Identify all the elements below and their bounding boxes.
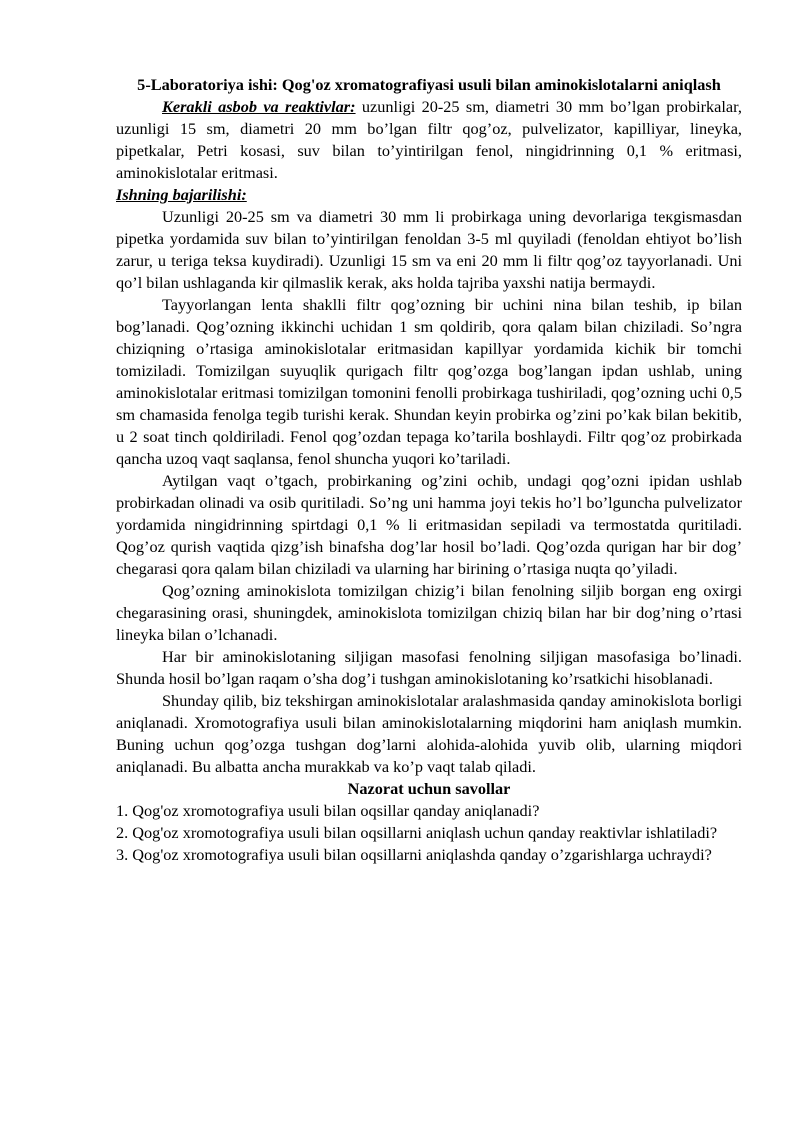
requirements-text: uzunligi 20-25 sm, diametri 30 mm bo’lgan probirkalar, uzunligi 15 sm, diametri 20 mm bo’lgan filtr qog’oz, pulvelizator, kapilliyar, lineyka, pipetkalar, Petri kosasi, suv bilan to’yintirilgan fenol, ningidrinning 0,1 % eritmasi, aminokislotalar eritmasi.	[116, 97, 742, 182]
procedure-paragraph: Aytilgan vaqt o’tgach, probirkaning og’zini ochib, undagi qog’ozni ipidan ushlab probirkadan olinadi va osib quritiladi. So’ng uni hamma joyi tekis ho’l bo’lguncha pulvelizator yordamida ningidrinning spirtdagi 0,1 % li eritmasidan sepiladi va termostatda quritiladi. Qog’oz qurish vaqtida qizg’ish binafsha dog’lar hosil bo’ladi. Qog’ozda qurigan har bir dog’ chegarasi qora qalam bilan chiziladi va ularning har birining o’rtasiga nuqta qo’yiladi.	[116, 471, 742, 578]
procedure-heading-text: Ishning bajarilishi:	[116, 185, 247, 204]
question-item: 2. Qog'oz xromotografiya usuli bilan oqsillarni aniqlash uchun qanday reaktivlar ishlatiladi?	[116, 823, 718, 842]
requirements-label: Kerakli asbob va reaktivlar:	[162, 97, 356, 116]
procedure-paragraph: Har bir aminokislotaning siljigan masofasi fenolning siljigan masofasiga bo’linadi. Shunda hosil bo’lgan raqam o’sha dog’i tushgan aminokislotaning ko’rsatkichi hisoblanadi.	[116, 647, 742, 688]
procedure-paragraph: Uzunligi 20-25 sm va diametri 30 mm li probirkaga uning devorlariga teкgismasdan pipetka yordamida suv bilan to’yintirilgan fenoldan 3-5 ml quyiladi (fenoldan ehtiyot bo’lish zarur, u teriga teksa kuydiradi). Uzunligi 15 sm va eni 20 mm li filtr qog’oz tayyorlanadi. Uni qo’l bilan ushlaganda kir qilmaslik kerak, aks holda tajriba yaxshi natija bermaydi.	[116, 207, 742, 292]
question-item: 1. Qog'oz xromotografiya usuli bilan oqsillar qanday aniqlanadi?	[116, 801, 540, 820]
procedure-heading	[116, 184, 742, 206]
procedure-paragraph: Shunday qilib, biz tekshirgan aminokislotalar aralashmasida qanday aminokislota borligi aniqlanadi. Xromotografiya usuli bilan aminokislotalarning miqdorini ham aniqlash mumkin. Buning uchun qog’ozga tushgan dog’larni alohida-alohida yuvib olib, ularning miqdori aniqlanadi. Bu albatta ancha murakkab va ko’p vaqt talab qiladi.	[116, 691, 742, 776]
page-title: 5-Laboratoriya ishi: Qog'oz xromatografiyasi usuli bilan aminokislotalarni aniqlash	[137, 75, 721, 94]
questions-heading: Nazorat uchun savollar	[347, 779, 511, 798]
document-page	[116, 74, 742, 866]
question-item: 3. Qog'oz xromotografiya usuli bilan oqsillarni aniqlashda qanday o’zgarishlarga uchraydi?	[116, 845, 712, 864]
procedure-paragraph: Tayyorlangan lenta shaklli filtr qog’ozning bir uchini nina bilan teshib, ip bilan bog’lanadi. Qog’ozning ikkinchi uchidan 1 sm qoldirib, qora qalam bilan chiziladi. So’ngra chiziqning o’rtasiga aminokislotalar eritmasidan kapillyar yordamida kichik bir tomchi tomiziladi. Tomizilgan suyuqlik qurigach filtr qog’ozga bog’langan ipdan ushlab, uning aminokislotalar eritmasi tomizilgan tomonini fenolli probirkaga tushiriladi, qog’ozning uchi 0,5 sm chamasida fenolga tegib turishi kerak. Shundan keyin probirka og’zini po’kak bilan bekitib, u 2 soat tinch qoldiriladi. Fenol qog’ozdan tepaga ko’tarila boshlaydi. Filtr qog’oz probirkada qancha uzoq vaqt saqlansa, fenol shuncha yuqori ko’tariladi.	[116, 295, 742, 468]
procedure-paragraph: Qog’ozning aminokislota tomizilgan chizig’i bilan fenolning siljib borgan eng oxirgi chegarasining orasi, shuningdek, aminokislota tomizilgan chiziq bilan har bir dog’ning o’rtasi lineyka bilan o’lchanadi.	[116, 581, 742, 644]
requirements-paragraph	[116, 96, 742, 184]
